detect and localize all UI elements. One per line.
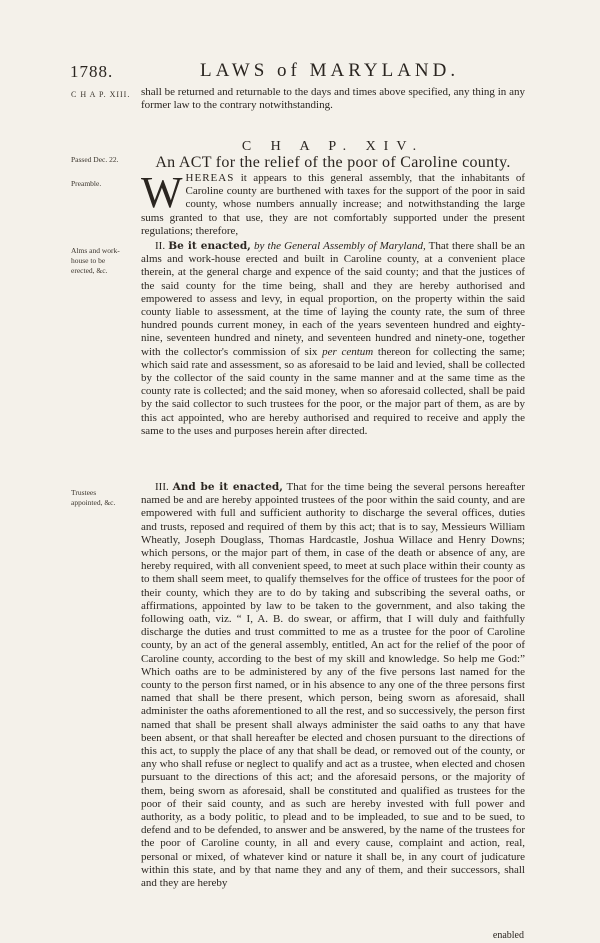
section-3-paragraph [141,481,525,890]
section-2-number: II. [155,240,166,252]
section-2-text-cont: thereon for collecting the same; which said rate and assessment, so as aforesaid to be laid and levied, shall be collected by the collector of the said county in the same manner and at the same time as the county rate is collected; and the said money, when so aforesaid collected, shall be paid by the said collector to such trustees for the poor, or the major part of them, as are by this act appointed, who are hereby authorised and required to receive and apply the same to the uses and purposes herein after directed. [141,345,526,437]
preamble-lead: HEREAS [185,172,235,184]
section-2-enacting-clause: Be it enacted, [168,240,251,252]
act-title: An ACT for the relief of the poor of Caroline county. [155,154,511,171]
section-3-text: That for the time being the several persons hereafter named be and are hereby appointed trustees of the poor within the said county, and are empowered with full and sufficient authority to discharge the several offices, duties and trusts, reposed and required of them by this act; that is to say, Messieurs William Wheatly, Joseph Douglass, Thomas Hardcastle, Joshua Willace and Henry Downs; which persons, or the major part of them, in case of the death or absence of any, are hereby required, with all convenient speed, to meet at such place within their county as to them shall seem meet, to qualify themselves for the office of trustees for the poor of their county, which they are to do by taking and subscribing the several oaths, or affirmations, appointed by law to be taken to the government, and also taking the following oath, viz. “ I, A. B. do swear, or affirm, that I will duly and faithfully discharge the duties and trust committed to me as a trustee for the poor of Caroline county, by an act of the general assembly, entitled, An act for the relief of the poor of Caroline county, according to the best of my skill and knowledge. So help me God:” Which oaths are to be administered by any of the five persons last named for the county to the person first named, or in his absence to any one of the three persons first named that shall be there present, which person, being sworn as aforesaid, shall administer the oaths aforementioned to all the rest, and so successively, the person first named that shall be present shall always administer the said oaths to any that have been absent, or that shall hereafter be elected and chosen pursuant to the directions of this act, to supply the place of any that shall be dead, or removed out of the county, or any who shall refuse or neglect to qualify and act as a trustee, when elected and chosen pursuant to the directions of this act; and the aforesaid persons, or the majority of them, being sworn as aforesaid, shall be constituted and qualified as trustees for the poor of their said county, and as such are hereby invested with full power and authority, as a body politic, to plead and to be impleaded, to sue and to be sued, to defend and to be defended, to answer and be answered, by the name of the trustees for the poor of Caroline county, in all and every cause, complaint and action, real, personal or mixed, of whatever kind or nature it shall be, in any court of judicature within this state, and by that name they and any of them, and their successors, shall and they are hereby [141,481,526,890]
margin-note-preamble: Preamble. [71,179,102,188]
preamble-paragraph [141,168,525,238]
section-3-enacting-clause: And be it enacted, [172,481,283,493]
section-2-authority: by the General Assembly of Maryland, [254,240,426,252]
margin-note-trustees: Trustees appointed, &c. [71,488,116,507]
chapter-heading: C H A P. XIV. [241,139,425,154]
margin-chap-label: C H A P. XIII. [71,90,131,99]
margin-note-alms: Alms and work-house to be erected, &c. [71,246,120,275]
section-3-number: III. [155,481,169,493]
margin-note-passed: Passed Dec. 22. [71,155,119,164]
section-2-paragraph [141,240,525,438]
running-title: LAWS of MARYLAND. [200,60,460,81]
page-year: 1788. [70,62,114,81]
per-centum-phrase: per centum [322,345,374,358]
drop-cap: W [141,168,183,217]
continuation-text: shall be returned and returnable to the days and times above specified, any thing in any former law to the contrary notwithstanding. [141,86,525,111]
section-2-text: That there shall be an alms and work-house erected and built in Caroline county, at a convenient place therein, at the general charge and expence of the said county; and that the justices of the said county for the time being, shall and they are hereby authorised and empowered to assess and levy, in equal proportion, on the property within the said county liable to assessment, at the time of laying the county rate, the sum of three hundred pounds current money, in each of the years seventeen hundred and eighty-nine, seventeen hundred and ninety, and seventeen hundred and ninety-one, together with the collector's commission of six [141,240,526,358]
preamble-text: it appears to this general assembly, that the inhabitants of Caroline county are burthened with taxes for the support of the poor in said county, whose numbers annually increase; and notwithstanding the large sums granted to that use, they are not comfortably supported under the present regulations; therefore, [141,172,525,237]
catchword: enabled [492,930,524,941]
